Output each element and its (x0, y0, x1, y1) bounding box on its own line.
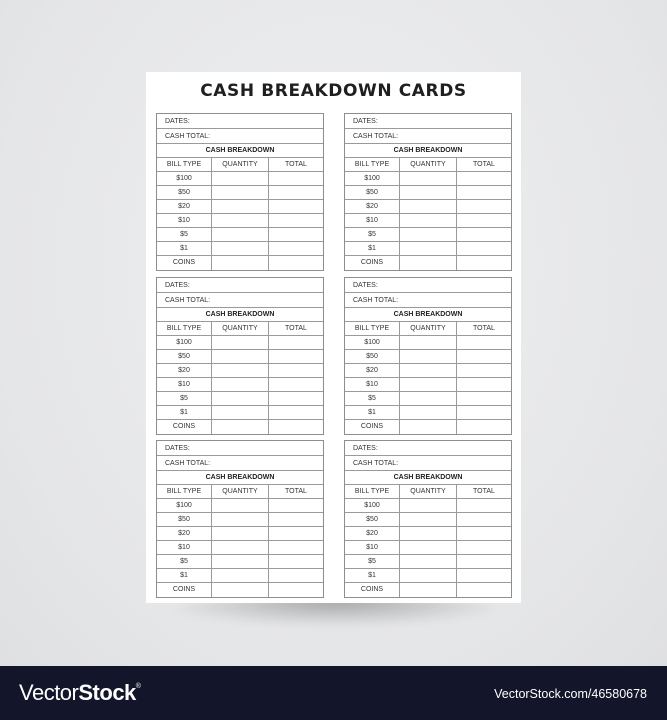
bill-row (157, 541, 323, 555)
quantity-cell[interactable] (400, 406, 457, 419)
cash-breakdown-card-5 (156, 440, 324, 598)
bill-type-cell: $1 (345, 406, 400, 419)
column-header-row (157, 485, 323, 499)
bill-row (345, 256, 511, 270)
bill-type-cell: $100 (157, 499, 212, 512)
bill-type-cell: $100 (345, 499, 400, 512)
dates-row[interactable] (345, 278, 511, 293)
bill-row (345, 499, 511, 513)
bill-type-cell: $50 (157, 350, 212, 363)
quantity-cell[interactable] (400, 499, 457, 512)
total-cell[interactable] (269, 541, 323, 554)
total-cell[interactable] (269, 214, 323, 227)
quantity-cell[interactable] (400, 513, 457, 526)
total-cell[interactable] (457, 569, 511, 582)
bill-row (157, 364, 323, 378)
bill-type-cell: $50 (157, 513, 212, 526)
section-header (157, 308, 323, 322)
total-cell[interactable] (457, 186, 511, 199)
bill-type-cell: $5 (345, 555, 400, 568)
total-cell[interactable] (269, 242, 323, 255)
quantity-cell[interactable] (400, 392, 457, 405)
quantity-cell[interactable] (400, 214, 457, 227)
quantity-cell[interactable] (400, 569, 457, 582)
bill-row (345, 228, 511, 242)
bill-row (157, 172, 323, 186)
quantity-cell[interactable] (212, 200, 269, 213)
bill-row (157, 392, 323, 406)
quantity-cell[interactable] (400, 364, 457, 377)
bill-row (157, 228, 323, 242)
total-cell[interactable] (269, 364, 323, 377)
section-label: CASH BREAKDOWN (393, 146, 463, 154)
total-cell[interactable] (269, 555, 323, 568)
bill-row (157, 378, 323, 392)
bill-type-cell: $20 (345, 200, 400, 213)
dates-row[interactable] (157, 278, 323, 293)
dates-row[interactable] (157, 114, 323, 129)
bill-row (157, 242, 323, 256)
bill-row (345, 406, 511, 420)
total-cell[interactable] (269, 172, 323, 185)
quantity-cell[interactable] (212, 350, 269, 363)
bill-type-cell: COINS (345, 256, 400, 270)
quantity-cell[interactable] (212, 256, 269, 270)
dates-row[interactable] (345, 441, 511, 456)
vectorstock-logo: VectorStock® (19, 680, 141, 705)
column-header-row (157, 158, 323, 172)
bill-rows (345, 336, 511, 434)
bill-row (345, 364, 511, 378)
bill-row (345, 186, 511, 200)
bill-type-cell: $5 (157, 228, 212, 241)
column-header-total: TOTAL (473, 324, 495, 332)
bill-row (157, 336, 323, 350)
bill-type-cell: $10 (345, 378, 400, 391)
dates-row[interactable] (345, 114, 511, 129)
total-cell[interactable] (457, 527, 511, 540)
column-header-bill-type: BILL TYPE (345, 158, 400, 171)
total-cell[interactable] (457, 378, 511, 391)
quantity-cell[interactable] (212, 172, 269, 185)
bill-row (345, 392, 511, 406)
cash-total-label: CASH TOTAL: (165, 459, 211, 467)
quantity-cell[interactable] (212, 392, 269, 405)
bill-rows (157, 336, 323, 434)
cash-total-label: CASH TOTAL: (165, 296, 211, 304)
quantity-cell[interactable] (400, 583, 457, 597)
bill-row (157, 186, 323, 200)
column-header-total: TOTAL (473, 487, 495, 495)
section-header (157, 144, 323, 158)
column-header-row (345, 322, 511, 336)
bill-row (345, 350, 511, 364)
bill-row (157, 555, 323, 569)
column-header-quantity: QUANTITY (400, 485, 457, 498)
bill-type-cell: $50 (345, 186, 400, 199)
bill-type-cell: $1 (157, 406, 212, 419)
bill-type-cell: COINS (157, 420, 212, 434)
section-header (157, 471, 323, 485)
bill-rows (345, 499, 511, 597)
bill-row (345, 541, 511, 555)
bill-row (345, 513, 511, 527)
total-cell[interactable] (457, 228, 511, 241)
quantity-cell[interactable] (212, 420, 269, 434)
bill-row (345, 420, 511, 434)
bill-type-cell: $100 (345, 172, 400, 185)
quantity-cell[interactable] (400, 172, 457, 185)
quantity-cell[interactable] (400, 242, 457, 255)
bill-type-cell: $50 (345, 350, 400, 363)
cash-total-row[interactable] (345, 129, 511, 144)
bill-row (345, 378, 511, 392)
bill-type-cell: $100 (345, 336, 400, 349)
bill-row (157, 214, 323, 228)
quantity-cell[interactable] (400, 420, 457, 434)
total-cell[interactable] (269, 200, 323, 213)
cash-breakdown-card-1 (156, 113, 324, 271)
quantity-cell[interactable] (400, 256, 457, 270)
bill-row (345, 172, 511, 186)
total-cell[interactable] (269, 569, 323, 582)
bill-type-cell: $5 (157, 392, 212, 405)
total-cell[interactable] (457, 392, 511, 405)
quantity-cell[interactable] (212, 364, 269, 377)
quantity-cell[interactable] (212, 527, 269, 540)
column-header-quantity: QUANTITY (212, 158, 269, 171)
bill-row (157, 499, 323, 513)
dates-label: DATES: (353, 117, 378, 125)
quantity-cell[interactable] (400, 350, 457, 363)
bill-row (157, 583, 323, 597)
total-cell[interactable] (457, 420, 511, 434)
cash-total-row[interactable] (157, 129, 323, 144)
image-url: VectorStock.com/46580678 (494, 687, 647, 701)
column-header-total: TOTAL (285, 160, 307, 168)
bill-rows (157, 499, 323, 597)
total-cell[interactable] (269, 420, 323, 434)
cash-total-label: CASH TOTAL: (353, 132, 399, 140)
column-header-total: TOTAL (473, 160, 495, 168)
cash-breakdown-card-3 (156, 277, 324, 435)
bill-type-cell: $5 (345, 392, 400, 405)
bill-rows (157, 172, 323, 270)
total-cell[interactable] (269, 228, 323, 241)
total-cell[interactable] (457, 406, 511, 419)
bill-row (157, 569, 323, 583)
column-header-row (345, 485, 511, 499)
bill-row (345, 555, 511, 569)
total-cell[interactable] (457, 364, 511, 377)
bill-type-cell: $10 (345, 541, 400, 554)
bill-type-cell: $5 (345, 228, 400, 241)
bill-row (345, 583, 511, 597)
total-cell[interactable] (457, 350, 511, 363)
bill-row (345, 569, 511, 583)
total-cell[interactable] (457, 214, 511, 227)
column-header-quantity: QUANTITY (212, 485, 269, 498)
bill-type-cell: $20 (157, 364, 212, 377)
section-label: CASH BREAKDOWN (393, 473, 463, 481)
cash-total-row[interactable] (157, 293, 323, 308)
bill-type-cell: $100 (157, 336, 212, 349)
section-label: CASH BREAKDOWN (205, 473, 275, 481)
total-cell[interactable] (269, 583, 323, 597)
column-header-bill-type: BILL TYPE (345, 322, 400, 335)
total-cell[interactable] (269, 186, 323, 199)
quantity-cell[interactable] (212, 214, 269, 227)
quantity-cell[interactable] (400, 228, 457, 241)
column-header-bill-type: BILL TYPE (157, 158, 212, 171)
quantity-cell[interactable] (212, 541, 269, 554)
quantity-cell[interactable] (212, 583, 269, 597)
column-header-bill-type: BILL TYPE (345, 485, 400, 498)
cash-breakdown-card-4 (344, 277, 512, 435)
total-cell[interactable] (269, 336, 323, 349)
bill-row (345, 200, 511, 214)
bill-type-cell: $10 (157, 541, 212, 554)
bill-type-cell: $10 (157, 378, 212, 391)
total-cell[interactable] (457, 499, 511, 512)
bill-row (157, 200, 323, 214)
bill-row (157, 513, 323, 527)
page-title: CASH BREAKDOWN CARDS (200, 81, 467, 101)
section-label: CASH BREAKDOWN (205, 310, 275, 318)
quantity-cell[interactable] (212, 513, 269, 526)
dates-label: DATES: (165, 444, 190, 452)
quantity-cell[interactable] (400, 186, 457, 199)
printable-page (146, 72, 521, 603)
column-header-row (345, 158, 511, 172)
total-cell[interactable] (457, 172, 511, 185)
dates-row[interactable] (157, 441, 323, 456)
quantity-cell[interactable] (212, 555, 269, 568)
total-cell[interactable] (269, 350, 323, 363)
bill-type-cell: $20 (345, 527, 400, 540)
cash-total-row[interactable] (345, 293, 511, 308)
column-header-quantity: QUANTITY (212, 322, 269, 335)
quantity-cell[interactable] (212, 499, 269, 512)
quantity-cell[interactable] (400, 200, 457, 213)
bill-row (157, 406, 323, 420)
bill-type-cell: $5 (157, 555, 212, 568)
bill-type-cell: $1 (157, 569, 212, 582)
column-header-quantity: QUANTITY (400, 158, 457, 171)
dates-label: DATES: (165, 281, 190, 289)
total-cell[interactable] (269, 513, 323, 526)
quantity-cell[interactable] (212, 406, 269, 419)
dates-label: DATES: (353, 444, 378, 452)
watermark-footer (0, 666, 667, 720)
column-header-total: TOTAL (285, 487, 307, 495)
total-cell[interactable] (457, 200, 511, 213)
cash-total-row[interactable] (157, 456, 323, 471)
quantity-cell[interactable] (400, 555, 457, 568)
dates-label: DATES: (353, 281, 378, 289)
total-cell[interactable] (269, 499, 323, 512)
total-cell[interactable] (269, 527, 323, 540)
dates-label: DATES: (165, 117, 190, 125)
quantity-cell[interactable] (212, 569, 269, 582)
quantity-cell[interactable] (212, 228, 269, 241)
bill-row (157, 256, 323, 270)
cash-total-label: CASH TOTAL: (165, 132, 211, 140)
section-label: CASH BREAKDOWN (205, 146, 275, 154)
bill-type-cell: COINS (345, 420, 400, 434)
bill-row (345, 214, 511, 228)
bill-row (157, 420, 323, 434)
total-cell[interactable] (457, 242, 511, 255)
quantity-cell[interactable] (212, 186, 269, 199)
cash-breakdown-card-6 (344, 440, 512, 598)
bill-type-cell: $20 (157, 527, 212, 540)
column-header-bill-type: BILL TYPE (157, 322, 212, 335)
bill-type-cell: $50 (345, 513, 400, 526)
total-cell[interactable] (269, 378, 323, 391)
bill-type-cell: $1 (345, 242, 400, 255)
quantity-cell[interactable] (212, 378, 269, 391)
quantity-cell[interactable] (400, 336, 457, 349)
total-cell[interactable] (457, 555, 511, 568)
section-header (345, 308, 511, 322)
quantity-cell[interactable] (400, 378, 457, 391)
quantity-cell[interactable] (212, 242, 269, 255)
cash-breakdown-card-2 (344, 113, 512, 271)
total-cell[interactable] (269, 392, 323, 405)
column-header-total: TOTAL (285, 324, 307, 332)
bill-row (345, 242, 511, 256)
cash-total-label: CASH TOTAL: (353, 296, 399, 304)
bill-rows (345, 172, 511, 270)
section-header (345, 471, 511, 485)
quantity-cell[interactable] (212, 336, 269, 349)
bill-row (157, 527, 323, 541)
cash-total-label: CASH TOTAL: (353, 459, 399, 467)
section-label: CASH BREAKDOWN (393, 310, 463, 318)
bill-type-cell: $50 (157, 186, 212, 199)
bill-type-cell: COINS (157, 583, 212, 597)
cash-total-row[interactable] (345, 456, 511, 471)
bill-type-cell: $100 (157, 172, 212, 185)
bill-type-cell: $20 (345, 364, 400, 377)
column-header-quantity: QUANTITY (400, 322, 457, 335)
total-cell[interactable] (269, 256, 323, 270)
bill-row (157, 350, 323, 364)
total-cell[interactable] (457, 336, 511, 349)
total-cell[interactable] (457, 541, 511, 554)
total-cell[interactable] (269, 406, 323, 419)
total-cell[interactable] (457, 256, 511, 270)
quantity-cell[interactable] (400, 527, 457, 540)
bill-type-cell: $1 (345, 569, 400, 582)
column-header-bill-type: BILL TYPE (157, 485, 212, 498)
bill-type-cell: $1 (157, 242, 212, 255)
bill-row (345, 527, 511, 541)
total-cell[interactable] (457, 513, 511, 526)
total-cell[interactable] (457, 583, 511, 597)
bill-type-cell: $10 (345, 214, 400, 227)
column-header-row (157, 322, 323, 336)
bill-type-cell: $20 (157, 200, 212, 213)
quantity-cell[interactable] (400, 541, 457, 554)
section-header (345, 144, 511, 158)
bill-type-cell: $10 (157, 214, 212, 227)
bill-type-cell: COINS (345, 583, 400, 597)
bill-type-cell: COINS (157, 256, 212, 270)
bill-row (345, 336, 511, 350)
